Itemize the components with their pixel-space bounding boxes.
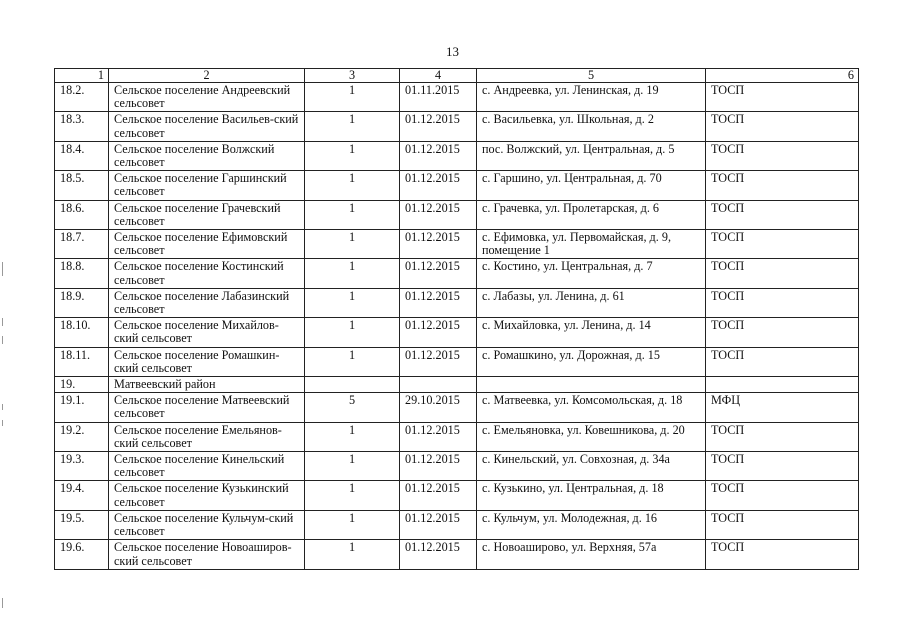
table-row xyxy=(55,347,859,376)
type-cell: ТОСП xyxy=(706,112,859,141)
address-cell: с. Михайловка, ул. Ленина, д. 14 xyxy=(477,318,706,347)
type-cell: ТОСП xyxy=(706,171,859,200)
address-cell: с. Ефимовка, ул. Первомайская, д. 9, помещение 1 xyxy=(477,230,706,259)
row-number: 18.9. xyxy=(55,288,109,317)
address-cell: с. Андреевка, ул. Ленинская, д. 19 xyxy=(477,83,706,112)
type-cell: ТОСП xyxy=(706,200,859,229)
table-row xyxy=(55,452,859,481)
address-cell: с. Грачевка, ул. Пролетарская, д. 6 xyxy=(477,200,706,229)
row-number: 18.3. xyxy=(55,112,109,141)
type-cell: ТОСП xyxy=(706,318,859,347)
scan-margin-mark xyxy=(2,420,3,426)
count-cell: 1 xyxy=(305,318,400,347)
address-cell: пос. Волжский, ул. Центральная, д. 5 xyxy=(477,141,706,170)
count-cell: 1 xyxy=(305,259,400,288)
count-cell: 1 xyxy=(305,452,400,481)
date-cell: 01.12.2015 xyxy=(400,540,477,569)
date-cell: 01.12.2015 xyxy=(400,288,477,317)
settlement-name: Сельское поселение Емельянов-ский сельсовет xyxy=(109,422,305,451)
date-cell: 01.12.2015 xyxy=(400,230,477,259)
address-cell: с. Васильевка, ул. Школьная, д. 2 xyxy=(477,112,706,141)
row-number: 18.2. xyxy=(55,83,109,112)
row-number: 19.1. xyxy=(55,393,109,422)
table-row xyxy=(55,481,859,510)
count-cell: 1 xyxy=(305,540,400,569)
table-row xyxy=(55,259,859,288)
scan-margin-mark xyxy=(2,318,3,326)
count-cell: 1 xyxy=(305,288,400,317)
table-row xyxy=(55,141,859,170)
row-number: 19.3. xyxy=(55,452,109,481)
type-cell: ТОСП xyxy=(706,452,859,481)
row-number: 18.8. xyxy=(55,259,109,288)
column-header: 4 xyxy=(400,69,477,83)
address-cell xyxy=(477,377,706,393)
type-cell: ТОСП xyxy=(706,510,859,539)
count-cell: 1 xyxy=(305,112,400,141)
row-number: 19.6. xyxy=(55,540,109,569)
date-cell: 01.12.2015 xyxy=(400,259,477,288)
table-row xyxy=(55,83,859,112)
table-row xyxy=(55,288,859,317)
settlement-name: Сельское поселение Гаршинский сельсовет xyxy=(109,171,305,200)
count-cell: 1 xyxy=(305,141,400,170)
table-row xyxy=(55,171,859,200)
type-cell: ТОСП xyxy=(706,540,859,569)
settlement-name: Сельское поселение Андреевский сельсовет xyxy=(109,83,305,112)
date-cell: 01.12.2015 xyxy=(400,200,477,229)
row-number: 18.10. xyxy=(55,318,109,347)
column-header: 3 xyxy=(305,69,400,83)
count-cell: 1 xyxy=(305,510,400,539)
count-cell: 1 xyxy=(305,481,400,510)
type-cell: ТОСП xyxy=(706,481,859,510)
column-header: 6 xyxy=(706,69,859,83)
table-row xyxy=(55,318,859,347)
date-cell xyxy=(400,377,477,393)
settlement-name: Сельское поселение Кинельский сельсовет xyxy=(109,452,305,481)
scan-margin-mark xyxy=(2,404,3,410)
row-number: 19.5. xyxy=(55,510,109,539)
settlement-name: Сельское поселение Матвеевский сельсовет xyxy=(109,393,305,422)
table-row xyxy=(55,230,859,259)
date-cell: 01.12.2015 xyxy=(400,510,477,539)
settlement-name: Сельское поселение Ефимовский сельсовет xyxy=(109,230,305,259)
address-cell: с. Гаршино, ул. Центральная, д. 70 xyxy=(477,171,706,200)
settlement-name: Сельское поселение Грачевский сельсовет xyxy=(109,200,305,229)
date-cell: 01.12.2015 xyxy=(400,452,477,481)
type-cell: ТОСП xyxy=(706,288,859,317)
row-number: 18.4. xyxy=(55,141,109,170)
table-row xyxy=(55,393,859,422)
type-cell: МФЦ xyxy=(706,393,859,422)
count-cell xyxy=(305,377,400,393)
scan-margin-mark xyxy=(2,598,3,608)
count-cell: 1 xyxy=(305,171,400,200)
settlement-name: Сельское поселение Новоаширов-ский сельсовет xyxy=(109,540,305,569)
date-cell: 01.12.2015 xyxy=(400,318,477,347)
row-number: 19.4. xyxy=(55,481,109,510)
settlements-table xyxy=(54,68,859,570)
type-cell: ТОСП xyxy=(706,259,859,288)
date-cell: 01.12.2015 xyxy=(400,347,477,376)
settlement-name: Сельское поселение Кульчум-ский сельсовет xyxy=(109,510,305,539)
address-cell: с. Кинельский, ул. Совхозная, д. 34а xyxy=(477,452,706,481)
settlement-name: Сельское поселение Ромашкин-ский сельсовет xyxy=(109,347,305,376)
type-cell xyxy=(706,377,859,393)
settlement-name: Сельское поселение Васильев-ский сельсовет xyxy=(109,112,305,141)
date-cell: 01.12.2015 xyxy=(400,171,477,200)
scan-margin-mark xyxy=(2,336,3,344)
address-cell: с. Новоаширово, ул. Верхняя, 57а xyxy=(477,540,706,569)
type-cell: ТОСП xyxy=(706,347,859,376)
type-cell: ТОСП xyxy=(706,83,859,112)
count-cell: 5 xyxy=(305,393,400,422)
type-cell: ТОСП xyxy=(706,422,859,451)
count-cell: 1 xyxy=(305,83,400,112)
row-number: 19. xyxy=(55,377,109,393)
scan-margin-mark xyxy=(2,262,3,276)
count-cell: 1 xyxy=(305,230,400,259)
count-cell: 1 xyxy=(305,422,400,451)
address-cell: с. Кульчум, ул. Молодежная, д. 16 xyxy=(477,510,706,539)
address-cell: с. Матвеевка, ул. Комсомольская, д. 18 xyxy=(477,393,706,422)
settlement-name: Сельское поселение Костинский сельсовет xyxy=(109,259,305,288)
row-number: 19.2. xyxy=(55,422,109,451)
type-cell: ТОСП xyxy=(706,230,859,259)
date-cell: 01.12.2015 xyxy=(400,141,477,170)
address-cell: с. Ромашкино, ул. Дорожная, д. 15 xyxy=(477,347,706,376)
column-header: 5 xyxy=(477,69,706,83)
address-cell: с. Костино, ул. Центральная, д. 7 xyxy=(477,259,706,288)
settlement-name: Матвеевский район xyxy=(109,377,305,393)
count-cell: 1 xyxy=(305,347,400,376)
table-row xyxy=(55,200,859,229)
column-header: 2 xyxy=(109,69,305,83)
count-cell: 1 xyxy=(305,200,400,229)
table-row xyxy=(55,510,859,539)
type-cell: ТОСП xyxy=(706,141,859,170)
table-row xyxy=(55,377,859,393)
address-cell: с. Лабазы, ул. Ленина, д. 61 xyxy=(477,288,706,317)
row-number: 18.5. xyxy=(55,171,109,200)
settlement-name: Сельское поселение Лабазинский сельсовет xyxy=(109,288,305,317)
date-cell: 01.12.2015 xyxy=(400,112,477,141)
date-cell: 01.12.2015 xyxy=(400,422,477,451)
row-number: 18.6. xyxy=(55,200,109,229)
page-number: 13 xyxy=(446,44,459,59)
settlement-name: Сельское поселение Кузькинский сельсовет xyxy=(109,481,305,510)
header-row xyxy=(55,69,859,83)
table-row xyxy=(55,422,859,451)
settlement-name: Сельское поселение Волжский сельсовет xyxy=(109,141,305,170)
date-cell: 01.11.2015 xyxy=(400,83,477,112)
address-cell: с. Емельяновка, ул. Ковешникова, д. 20 xyxy=(477,422,706,451)
row-number: 18.11. xyxy=(55,347,109,376)
address-cell: с. Кузькино, ул. Центральная, д. 18 xyxy=(477,481,706,510)
table-row xyxy=(55,112,859,141)
table-row xyxy=(55,540,859,569)
column-header: 1 xyxy=(55,69,109,83)
date-cell: 29.10.2015 xyxy=(400,393,477,422)
row-number: 18.7. xyxy=(55,230,109,259)
settlement-name: Сельское поселение Михайлов-ский сельсовет xyxy=(109,318,305,347)
date-cell: 01.12.2015 xyxy=(400,481,477,510)
